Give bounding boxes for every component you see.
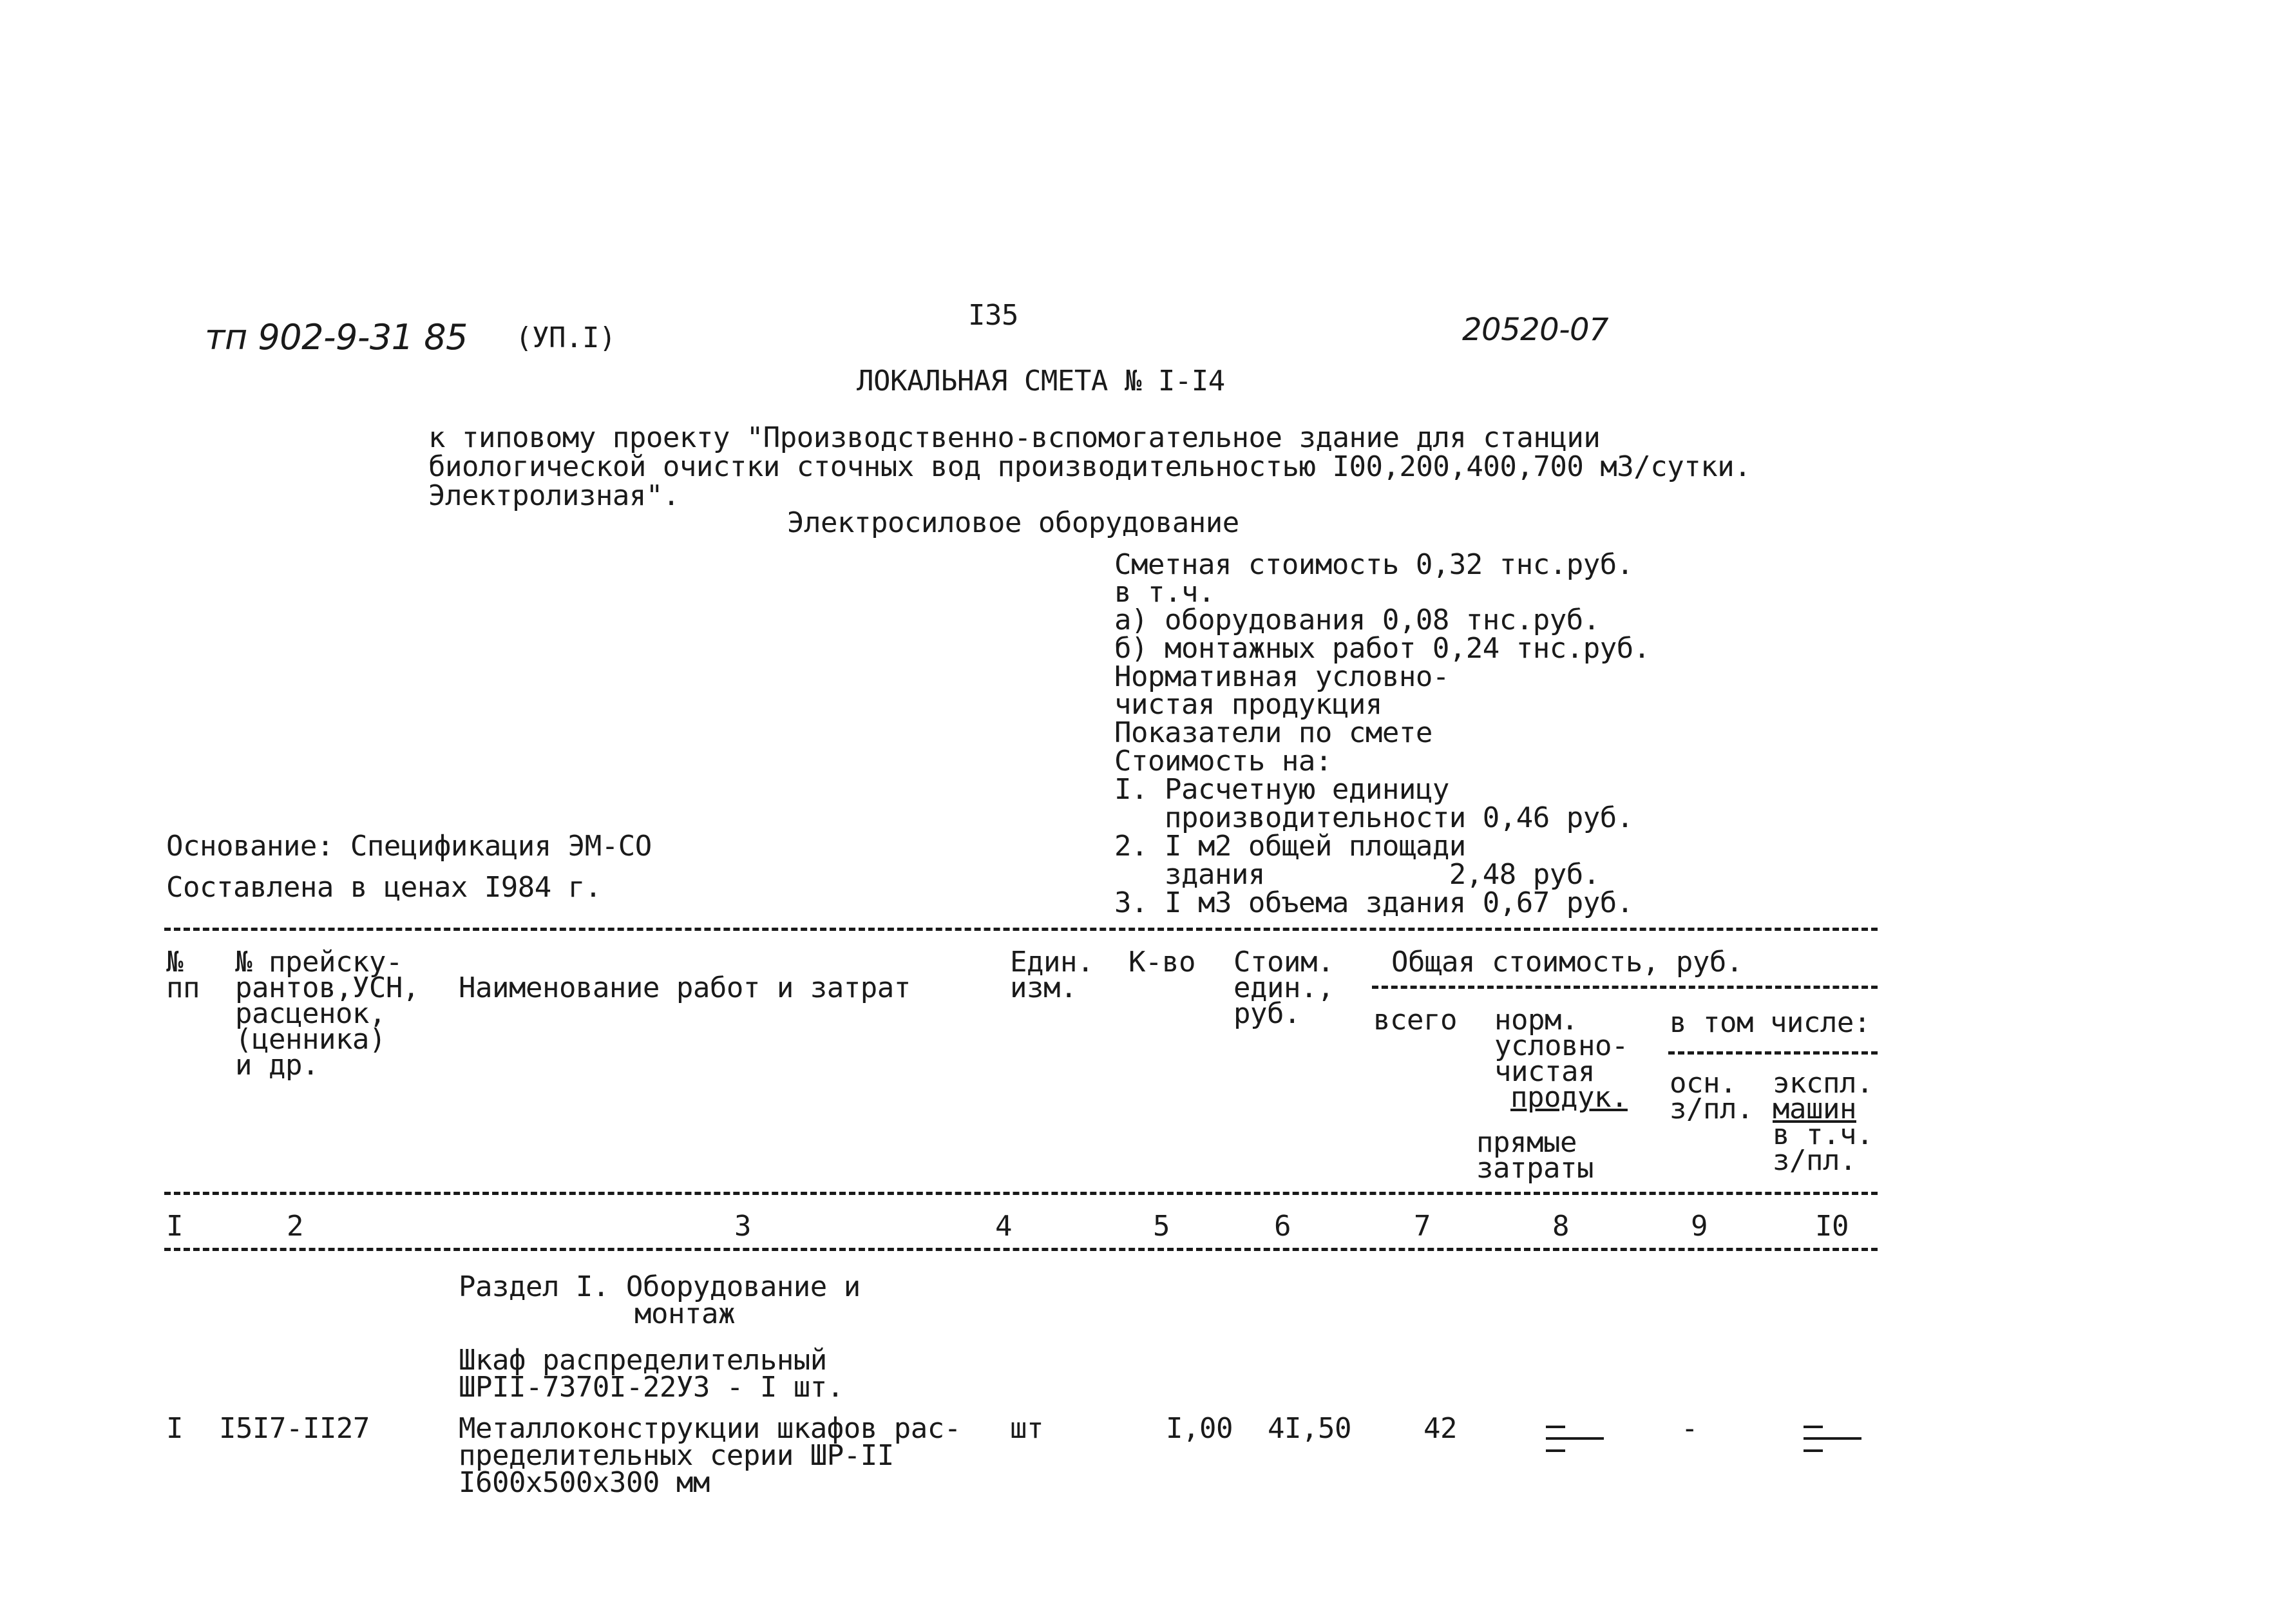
item-group-title: ШРII-7370I-22УЗ - I шт. <box>459 1371 844 1404</box>
dash-mark-col8 <box>1546 1449 1565 1452</box>
summary-line: Стоимость на: <box>1114 745 1332 778</box>
section-title: монтаж <box>634 1297 735 1330</box>
project-text-line-1: к типовому проекту "Производственно-вспомогательное здание для станции <box>428 421 1601 454</box>
column-number: 7 <box>1414 1210 1431 1243</box>
row-unit-price: 4I,50 <box>1268 1412 1351 1445</box>
column-number: I <box>166 1210 183 1243</box>
dash-mark-col10 <box>1804 1437 1861 1440</box>
col-net-product-header: норм. <box>1494 1004 1578 1036</box>
summary-line: здания 2,48 руб. <box>1114 858 1600 891</box>
column-number: 9 <box>1691 1210 1708 1243</box>
col-wages-header: осн. <box>1670 1067 1737 1100</box>
prices-text: Составлена в ценах I984 г. <box>166 871 602 904</box>
basis-text: Основание: Спецификация ЭМ-СО <box>166 830 652 863</box>
col-machines-header: в т.ч. <box>1773 1118 1873 1151</box>
row-name: I600х500х300 мм <box>459 1466 710 1499</box>
row-number: I <box>166 1412 183 1445</box>
document-number: 20520-07 <box>1462 312 1609 348</box>
col-qty-header: К-во <box>1128 946 1195 979</box>
column-number: 3 <box>734 1210 751 1243</box>
col-unit-header: Един. <box>1010 946 1094 979</box>
summary-line: Сметная стоимость 0,32 тнс.руб. <box>1114 548 1633 581</box>
header-bottom-rule <box>164 1192 1878 1195</box>
project-text-line-2: биологической очистки сточных вод производительностью I00,200,400,700 м3/сутки. <box>428 450 1751 483</box>
dash-mark-col8 <box>1546 1437 1604 1440</box>
col-name-header: Наименование работ и затрат <box>459 971 911 1004</box>
including-header: в том числе: <box>1670 1006 1870 1039</box>
section-subtitle: Электросиловое оборудование <box>787 506 1239 539</box>
col-price-header: Стоим. <box>1233 946 1334 979</box>
total-cost-header: Общая стоимость, руб. <box>1391 946 1743 979</box>
col-net-product-header: чистая <box>1494 1055 1595 1088</box>
col-unit-header: изм. <box>1010 971 1077 1004</box>
col-code-header: расценок, <box>235 997 386 1030</box>
summary-line: 2. I м2 общей площади <box>1114 830 1466 863</box>
album-number: (УП.I) <box>515 321 616 354</box>
summary-line: Показатели по смете <box>1114 716 1433 749</box>
row-code: I5I7-II27 <box>219 1412 370 1445</box>
row-name: пределительных серии ШР-II <box>459 1439 894 1472</box>
project-text-line-3: Электролизная". <box>428 479 680 512</box>
col-direct-costs-header: затраты <box>1476 1152 1594 1185</box>
row-unit: шт <box>1010 1412 1043 1445</box>
summary-line: а) оборудования 0,08 тнс.руб. <box>1114 604 1600 636</box>
table-top-rule <box>164 928 1878 931</box>
col-total-header: всего <box>1373 1004 1457 1036</box>
col-num-header: № <box>166 946 183 979</box>
column-numbers-rule <box>164 1248 1878 1251</box>
col-code-header: рантов,УСН, <box>235 971 419 1004</box>
column-number: I0 <box>1815 1210 1849 1243</box>
dash-mark-col10 <box>1804 1426 1823 1428</box>
item-group-title: Шкаф распределительный <box>459 1344 827 1377</box>
summary-line: чистая продукция <box>1114 688 1382 721</box>
col-wages-header: з/пл. <box>1670 1093 1753 1125</box>
column-number: 5 <box>1153 1210 1170 1243</box>
col-code-header: и др. <box>235 1049 319 1082</box>
col-machines-header: экспл. <box>1773 1067 1873 1100</box>
col-machines-header: машин <box>1773 1093 1856 1125</box>
total-cost-rule <box>1372 986 1878 989</box>
col-code-header: (ценника) <box>235 1023 386 1056</box>
dash-mark-col8 <box>1546 1426 1565 1428</box>
dash-mark-col10 <box>1804 1449 1823 1452</box>
row-total: 42 <box>1423 1412 1457 1445</box>
row-wages: - <box>1681 1412 1698 1445</box>
col-direct-costs-header: прямые <box>1476 1126 1577 1159</box>
col-net-product-header: продук. <box>1510 1081 1628 1114</box>
section-title: Раздел I. Оборудование и <box>459 1270 861 1303</box>
document-title: ЛОКАЛЬНАЯ СМЕТА № I-I4 <box>857 365 1225 397</box>
col-num-header: пп <box>166 971 200 1004</box>
summary-line: I. Расчетную единицу <box>1114 773 1449 806</box>
row-quantity: I,00 <box>1166 1412 1233 1445</box>
column-number: 2 <box>287 1210 303 1243</box>
column-number: 8 <box>1552 1210 1569 1243</box>
col-price-header: един., <box>1233 971 1334 1004</box>
col-code-header: № прейску- <box>235 946 403 979</box>
summary-line: производительности 0,46 руб. <box>1114 801 1633 834</box>
handwritten-project-code: тп 902-9-31 85 <box>205 317 468 358</box>
col-price-header: руб. <box>1233 997 1300 1030</box>
summary-line: Нормативная условно- <box>1114 660 1449 693</box>
row-name: Металлоконструкции шкафов рас- <box>459 1412 961 1445</box>
column-number: 6 <box>1274 1210 1291 1243</box>
incl-rule <box>1668 1051 1878 1055</box>
summary-line: б) монтажных работ 0,24 тнс.руб. <box>1114 632 1650 665</box>
summary-line: в т.ч. <box>1114 576 1215 609</box>
col-net-product-header: условно- <box>1494 1029 1628 1062</box>
page-number: I35 <box>968 299 1018 332</box>
col-machines-header: з/пл. <box>1773 1144 1856 1177</box>
summary-line: 3. I м3 объема здания 0,67 руб. <box>1114 886 1633 919</box>
column-number: 4 <box>995 1210 1012 1243</box>
